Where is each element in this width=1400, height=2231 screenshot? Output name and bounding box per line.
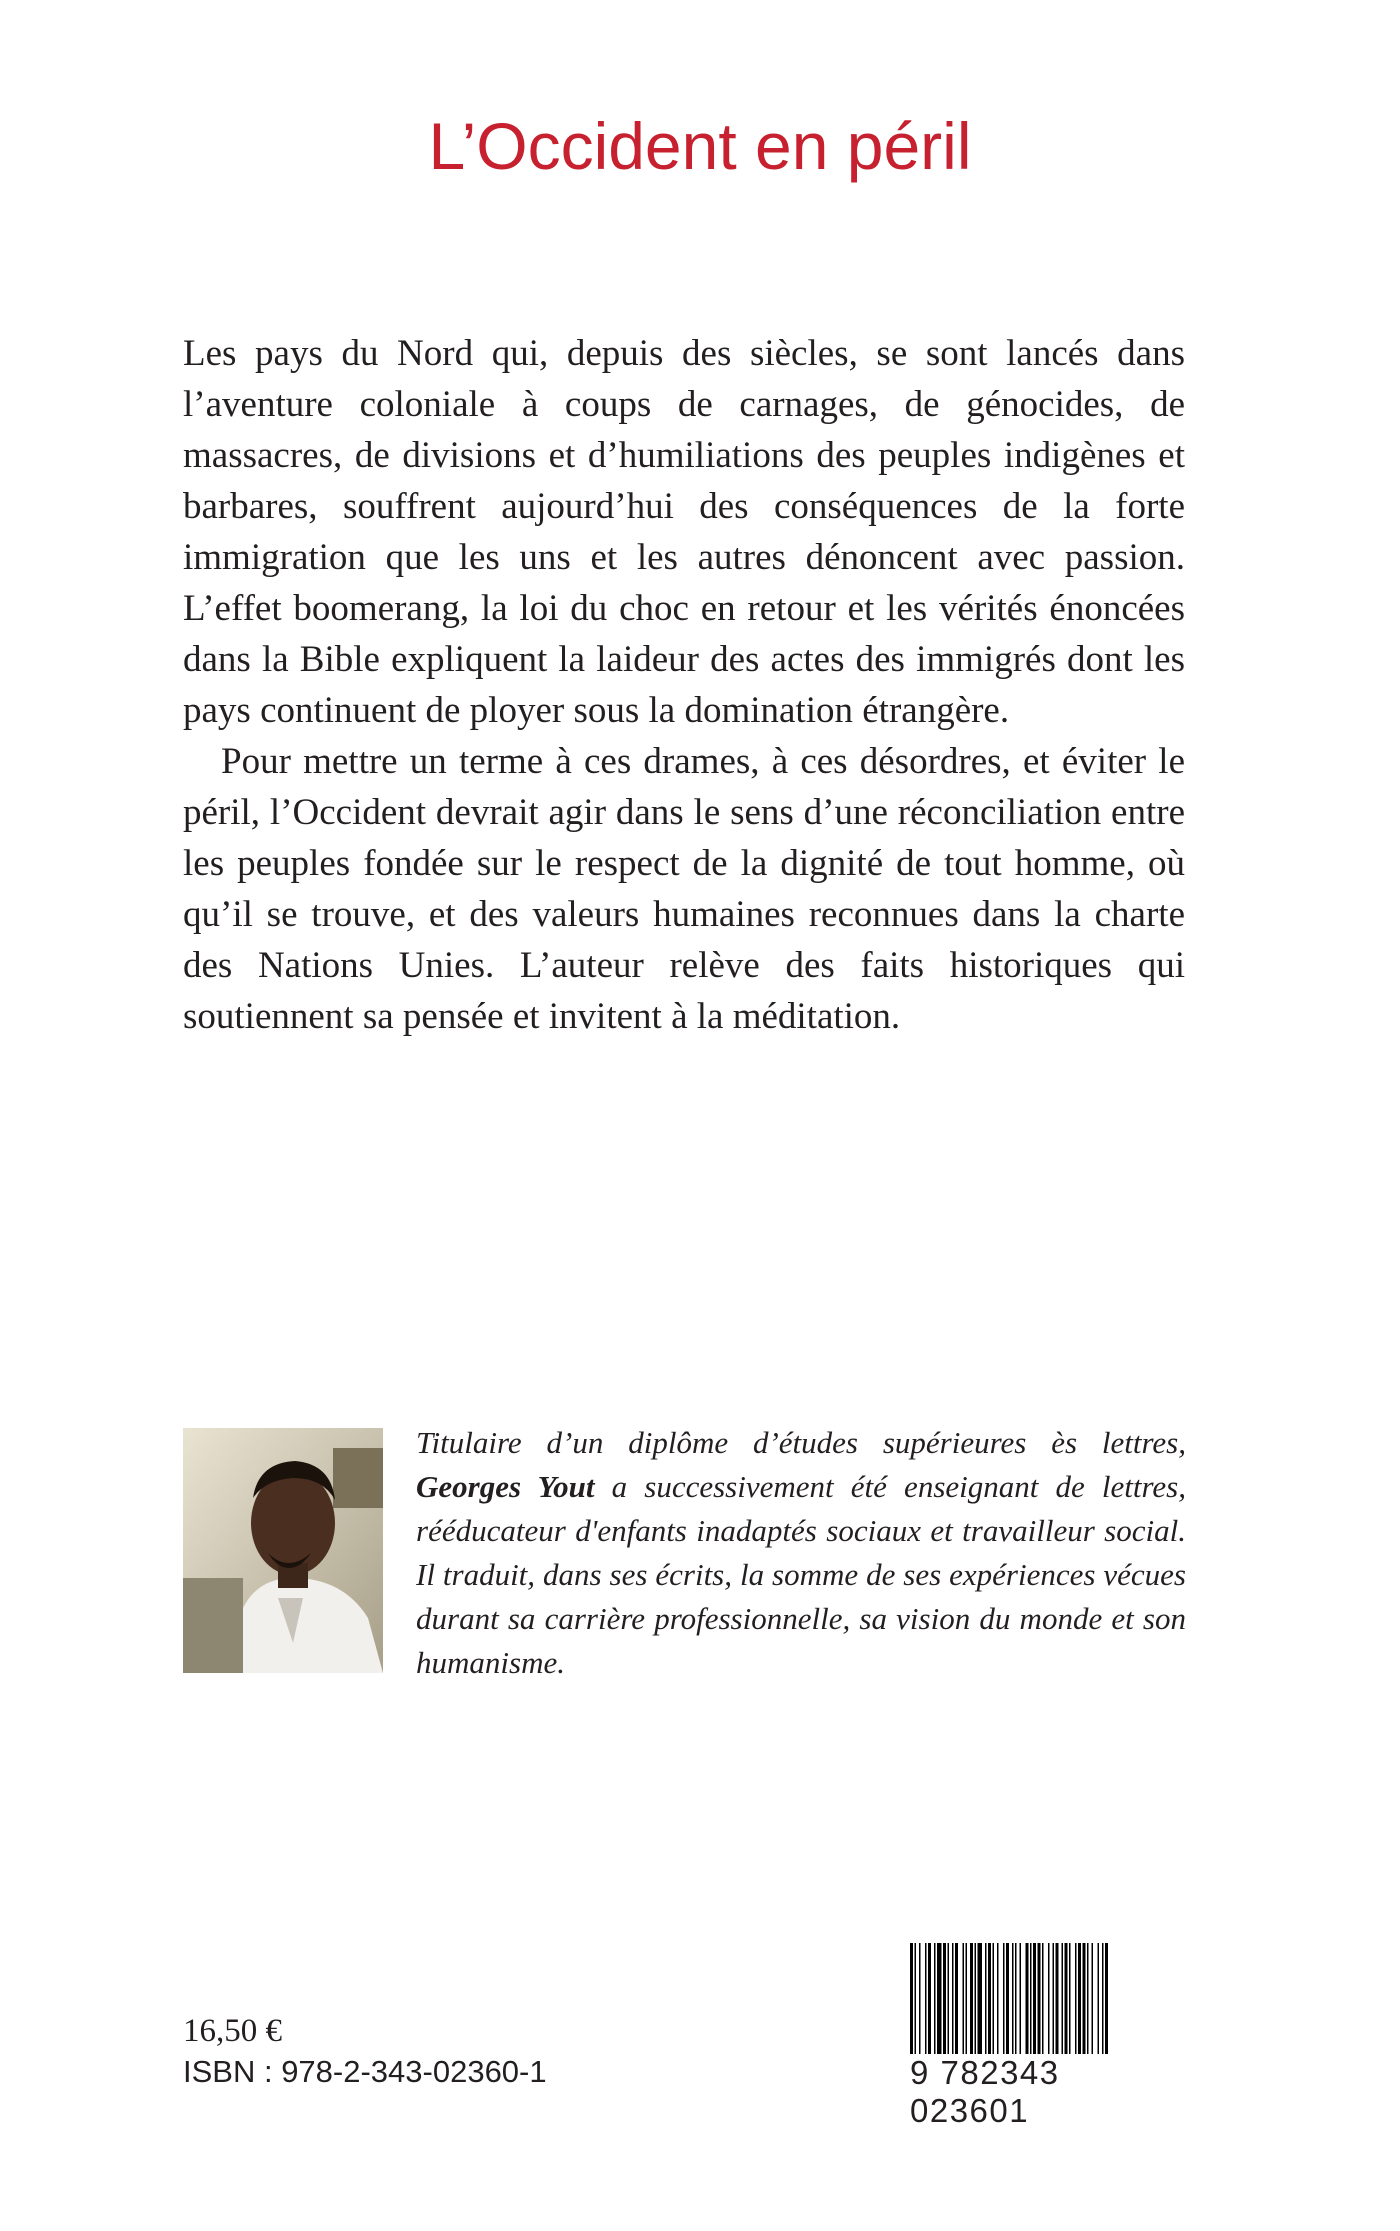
author-bio: [416, 1421, 1186, 1685]
author-photo: [183, 1428, 383, 1673]
back-cover-blurb: [183, 328, 1185, 1042]
author-bio-intro: Titulaire d’un diplôme d’études supérieures ès lettres,: [416, 1425, 1186, 1460]
blurb-paragraph-2: Pour mettre un terme à ces drames, à ces désordres, et éviter le péril, l’Occident devrait agir dans le sens d’une réconciliation entre les peuples fondée sur le respect de la dignité de tout homme, où qu’il se trouve, et des valeurs humaines reconnues dans la charte des Nations Unies. L’auteur relève des faits historiques qui soutiennent sa pensée et invitent à la méditation.: [183, 741, 1185, 1037]
author-bio-rest: a successivement été enseignant de lettres, rééducateur d'enfants inadaptés sociaux et travailleur social. Il traduit, dans ses écrits, la somme de ses expériences vécues durant sa carrière professionnelle, sa vision du monde et son humanisme.: [416, 1469, 1186, 1680]
blurb-paragraph-1: Les pays du Nord qui, depuis des siècles, se sont lancés dans l’aventure coloniale à coups de carnages, de génocides, de massacres, de divisions et d’humiliations des peuples indigènes et barbares, souffrent aujourd’hui des conséquences de la forte immigration que les uns et les autres dénoncent avec passion. L’effet boomerang, la loi du choc en retour et les vérités énoncées dans la Bible expliquent la laideur des actes des immigrés dont les pays continuent de ployer sous la domination étrangère.: [183, 333, 1185, 731]
price: 16,50 €: [183, 2013, 282, 2049]
author-portrait-image: [183, 1428, 383, 1673]
book-title: L’Occident en péril: [428, 109, 972, 183]
author-name: Georges Yout: [416, 1469, 595, 1504]
isbn: ISBN : 978-2-343-02360-1: [183, 2054, 547, 2089]
barcode-digits: 9 782343 023601: [910, 2054, 1180, 2130]
